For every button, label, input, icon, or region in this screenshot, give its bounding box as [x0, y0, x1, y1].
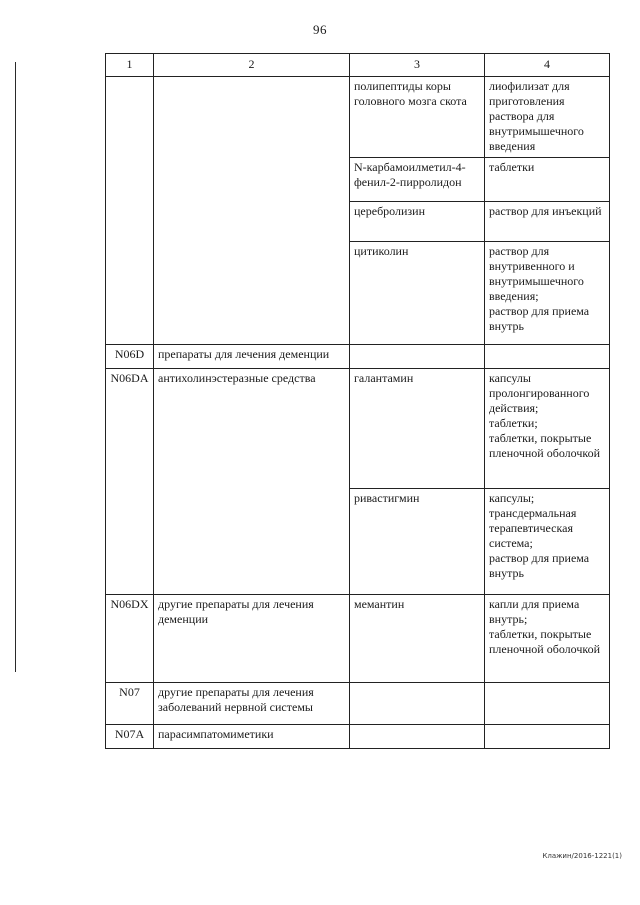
substance-cell: полипептиды коры головного мозга скота [350, 77, 485, 158]
dosage-form-cell [485, 345, 610, 369]
table-row [106, 595, 610, 683]
dosage-form: таблетки; [489, 416, 538, 430]
dosage-form-cell [485, 202, 610, 242]
substance-cell [350, 345, 485, 369]
substance-cell: цитиколин [350, 242, 485, 345]
dosage-form: лиофилизат для приготовления раствора для внутримышечного введения [489, 79, 584, 153]
page-number: 96 [313, 22, 327, 37]
dosage-form-cell [485, 489, 610, 595]
table-row [106, 369, 610, 489]
group-name-cell: препараты для лечения деменции [154, 345, 350, 369]
header-col-3: 3 [350, 54, 485, 77]
dosage-form: раствор для инъекций [489, 204, 602, 218]
header-col-4: 4 [485, 54, 610, 77]
substance-cell [350, 683, 485, 725]
dosage-form: капли для приема внутрь; [489, 597, 580, 626]
dosage-form: раствор для приема внутрь [489, 304, 590, 333]
substance-cell [350, 725, 485, 749]
dosage-form-cell [485, 242, 610, 345]
dosage-form-cell [485, 158, 610, 202]
header-col-2: 2 [154, 54, 350, 77]
substance-cell: галантамин [350, 369, 485, 489]
dosage-form: раствор для приема внутрь [489, 551, 590, 580]
group-name-cell: парасимпатомиметики [154, 725, 350, 749]
atc-code-cell: N07 [106, 683, 154, 725]
dosage-form-cell [485, 595, 610, 683]
dosage-form-cell [485, 683, 610, 725]
table-header-row [106, 54, 610, 77]
dosage-form: капсулы пролонгированного действия; [489, 371, 590, 415]
atc-code-cell: N06DX [106, 595, 154, 683]
table-row [106, 77, 610, 158]
document-stamp: Клажин/2016-1221(1) [542, 852, 622, 860]
dosage-form-cell [485, 77, 610, 158]
group-name-cell: другие препараты для лечения заболеваний нервной системы [154, 683, 350, 725]
group-name-cell [154, 77, 350, 345]
group-name-cell: антихолинэстеразные средства [154, 369, 350, 595]
atc-code-cell: N07A [106, 725, 154, 749]
dosage-form: таблетки, покрытые пленочной оболочкой [489, 627, 601, 656]
substance-cell: церебролизин [350, 202, 485, 242]
dosage-form: раствор для внутривенного и внутримышечного введения; [489, 244, 584, 303]
table-row [106, 345, 610, 369]
table-row [106, 725, 610, 749]
group-name-cell: другие препараты для лечения деменции [154, 595, 350, 683]
atc-code-cell: N06D [106, 345, 154, 369]
substance-cell: мемантин [350, 595, 485, 683]
dosage-form-cell [485, 725, 610, 749]
dosage-form: капсулы; [489, 491, 535, 505]
atc-code-cell: N06DA [106, 369, 154, 595]
substance-cell: ривастигмин [350, 489, 485, 595]
dosage-form: трансдермальная терапевтическая система; [489, 506, 577, 550]
atc-code-cell [106, 77, 154, 345]
dosage-form: таблетки, покрытые пленочной оболочкой [489, 431, 601, 460]
medication-table [105, 53, 610, 749]
table-row [106, 683, 610, 725]
substance-cell: N-карбамоилметил-4-фенил-2-пирролидон [350, 158, 485, 202]
dosage-form-cell [485, 369, 610, 489]
header-col-1: 1 [106, 54, 154, 77]
margin-line [15, 62, 16, 672]
dosage-form: таблетки [489, 160, 535, 174]
